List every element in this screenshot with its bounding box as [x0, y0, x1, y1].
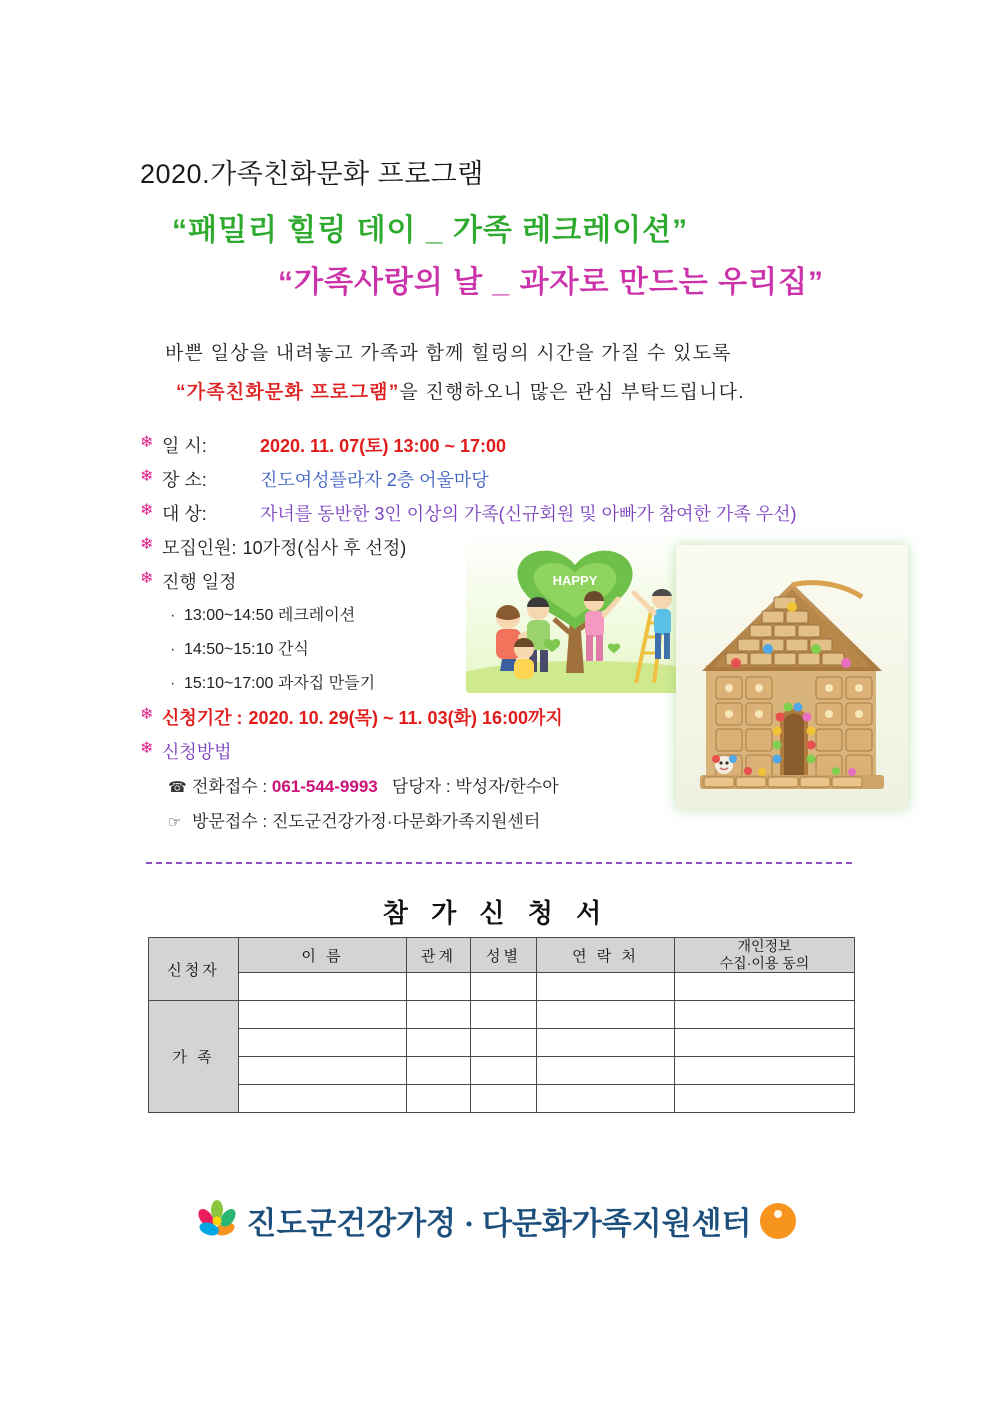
page-title-line2: “가족사랑의 날 _ 과자로 만드는 우리집”	[278, 266, 825, 299]
page-title-line1: “패밀리 힐링 데이 _ 가족 레크레이션”	[172, 214, 689, 247]
svg-text:HAPPY: HAPPY	[552, 573, 598, 588]
visit-label: 방문접수 : 진도군건강가정·다문화가족지원센터	[192, 812, 541, 831]
phone-number[interactable]: 061-544-9993	[271, 777, 378, 796]
pointing-hand-icon: ☞	[168, 814, 182, 831]
center-emblem-icon	[759, 1202, 797, 1240]
cell-family-contact[interactable]	[537, 1029, 675, 1057]
table-row	[149, 1001, 855, 1029]
place-value: 진도여성플라자 2층 어울마당	[260, 470, 489, 490]
cell-family-contact[interactable]	[537, 1001, 675, 1029]
cell-family-privacy[interactable]	[675, 1085, 855, 1113]
cell-family-name[interactable]	[239, 1085, 407, 1113]
period-value: 2020. 10. 29(목) ~ 11. 03(화) 16:00까지	[248, 708, 563, 728]
intro-line-2-rest: 을 진행하오니 많은 관심 부탁드립니다.	[399, 382, 745, 403]
flower-bullet-icon: ❄	[140, 740, 154, 757]
apply-row-visit	[168, 807, 900, 832]
cell-applicant-name[interactable]	[239, 973, 407, 1001]
column-header-relation: 관계	[407, 938, 471, 973]
column-header-name: 이 름	[239, 938, 407, 973]
place-label: 장 소:	[162, 470, 207, 490]
info-row-datetime	[140, 432, 900, 458]
capacity-value: 10가정(심사 후 선정)	[242, 538, 407, 558]
cell-family-contact[interactable]	[537, 1085, 675, 1113]
flower-bullet-icon: ❄	[140, 468, 154, 485]
flower-bullet-icon: ❄	[140, 434, 154, 451]
datetime-value: 2020. 11. 07(토) 13:00 ~ 17:00	[260, 436, 507, 456]
datetime-label: 일 시:	[162, 436, 207, 456]
cell-family-gender[interactable]	[471, 1029, 537, 1057]
schedule-item-label: 13:00~14:50 레크레이션	[184, 607, 356, 624]
table-header-row	[149, 938, 855, 973]
dot-bullet-icon: ·	[170, 675, 176, 692]
flower-bullet-icon: ❄	[140, 570, 154, 587]
flower-bullet-icon: ❄	[140, 706, 154, 723]
phone-label: 전화접수 :	[192, 777, 268, 796]
flower-bullet-icon: ❄	[140, 536, 154, 553]
table-row	[149, 1029, 855, 1057]
table-row	[149, 1057, 855, 1085]
footer	[0, 1198, 992, 1248]
cell-family-relation[interactable]	[407, 1001, 471, 1029]
dot-bullet-icon: ·	[170, 641, 176, 658]
cell-family-contact[interactable]	[537, 1057, 675, 1085]
footer-logo-group	[195, 1198, 798, 1243]
cell-family-privacy[interactable]	[675, 1001, 855, 1029]
target-value: 자녀를 동반한 3인 이상의 가족(신규회원 및 아빠가 참여한 가족 우선)	[260, 504, 797, 524]
schedule-item-label: 14:50~15:10 간식	[184, 641, 309, 658]
cell-family-relation[interactable]	[407, 1057, 471, 1085]
section-divider	[146, 862, 852, 864]
schedule-item-label: 15:10~17:00 과자집 만들기	[184, 675, 376, 692]
column-header-privacy	[675, 938, 855, 973]
cell-family-privacy[interactable]	[675, 1029, 855, 1057]
cell-applicant-privacy[interactable]	[675, 973, 855, 1001]
column-header-privacy-line1: 개인정보	[737, 938, 792, 954]
flower-bullet-icon: ❄	[140, 502, 154, 519]
flower-logo-icon	[195, 1199, 239, 1243]
family-illustration-image	[466, 533, 706, 693]
period-label: 신청기간 :	[162, 708, 243, 728]
candy-house-photo	[676, 545, 908, 809]
cell-family-name[interactable]	[239, 1001, 407, 1029]
manager-label: 담당자 : 박성자/한수아	[391, 777, 559, 796]
cell-family-relation[interactable]	[407, 1085, 471, 1113]
intro-highlight: “가족친화문화 프로그램”	[176, 382, 400, 403]
form-title: 참 가 신 청 서	[382, 898, 610, 928]
table-row	[149, 973, 855, 1001]
cell-family-gender[interactable]	[471, 1001, 537, 1029]
intro-line-2	[176, 377, 745, 404]
column-header-gender: 성별	[471, 938, 537, 973]
cell-family-relation[interactable]	[407, 1029, 471, 1057]
dot-bullet-icon: ·	[170, 607, 176, 624]
page-title-year: 2020.가족친화문화 프로그램	[140, 159, 484, 189]
telephone-icon: ☎	[168, 779, 187, 796]
intro-line-1: 바쁜 일상을 내려놓고 가족과 함께 힐링의 시간을 가질 수 있도록	[165, 343, 732, 364]
target-label: 대 상:	[162, 504, 207, 524]
schedule-label: 진행 일정	[162, 572, 237, 592]
info-row-place	[140, 466, 900, 492]
cell-applicant-gender[interactable]	[471, 973, 537, 1001]
table-row	[149, 1085, 855, 1113]
method-label: 신청방법	[162, 742, 232, 762]
row-label-applicant: 신청자	[149, 938, 239, 1001]
cell-family-gender[interactable]	[471, 1057, 537, 1085]
column-header-privacy-line2: 수집·이용 동의	[719, 955, 810, 971]
cell-family-privacy[interactable]	[675, 1057, 855, 1085]
cell-applicant-relation[interactable]	[407, 973, 471, 1001]
row-label-family: 가 족	[149, 1001, 239, 1113]
info-row-target	[140, 500, 900, 526]
application-table	[148, 937, 855, 1113]
cell-family-gender[interactable]	[471, 1085, 537, 1113]
cell-family-name[interactable]	[239, 1057, 407, 1085]
capacity-label: 모집인원:	[162, 538, 237, 558]
cell-applicant-contact[interactable]	[537, 973, 675, 1001]
column-header-contact: 연 락 처	[537, 938, 675, 973]
cell-family-name[interactable]	[239, 1029, 407, 1057]
footer-org-name: 진도군건강가정 · 다문화가족지원센터	[246, 1206, 752, 1241]
